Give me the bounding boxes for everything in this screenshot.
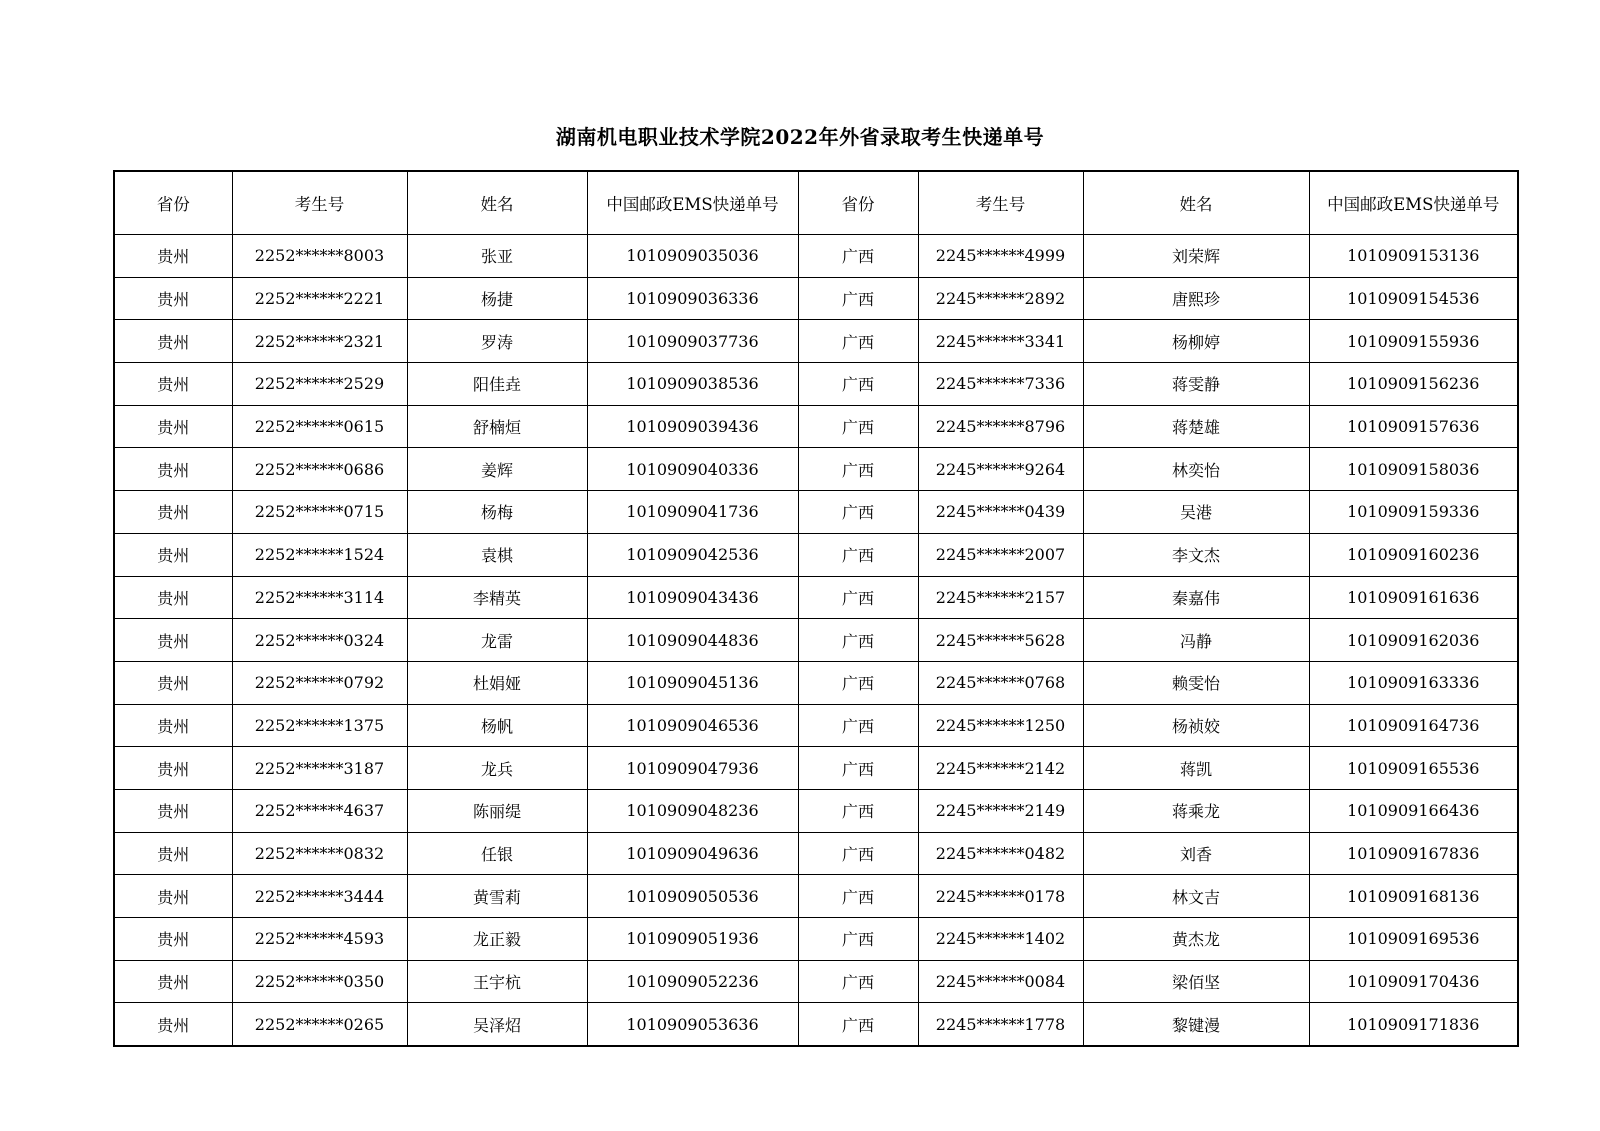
table-row	[114, 320, 1518, 363]
exam-id-left-cell: 2252******0792	[232, 661, 407, 704]
name-right-cell: 梁佰坚	[1083, 960, 1309, 1003]
name-right-cell: 杨祯姣	[1083, 704, 1309, 747]
name-right-cell: 冯静	[1083, 619, 1309, 662]
header-row	[114, 171, 1518, 235]
ems-number-left-cell: 1010909048236	[587, 789, 798, 832]
ems-number-left-cell: 1010909041736	[587, 491, 798, 534]
exam-id-right-cell: 2245******4999	[918, 235, 1083, 278]
name-right-cell: 吴港	[1083, 491, 1309, 534]
exam-id-right-cell: 2245******1778	[918, 1003, 1083, 1046]
name-left-cell: 杨捷	[407, 277, 587, 320]
province-left-cell: 贵州	[114, 747, 232, 790]
ems-number-right-cell: 1010909153136	[1309, 235, 1518, 278]
table-row	[114, 789, 1518, 832]
province-left-cell: 贵州	[114, 576, 232, 619]
header-name-right: 姓名	[1083, 171, 1309, 235]
ems-number-left-cell: 1010909038536	[587, 363, 798, 406]
ems-number-left-cell: 1010909053636	[587, 1003, 798, 1046]
exam-id-right-cell: 2245******8796	[918, 405, 1083, 448]
exam-id-left-cell: 2252******3444	[232, 875, 407, 918]
province-left-cell: 贵州	[114, 405, 232, 448]
ems-number-left-cell: 1010909045136	[587, 661, 798, 704]
ems-number-left-cell: 1010909035036	[587, 235, 798, 278]
exam-id-right-cell: 2245******2142	[918, 747, 1083, 790]
exam-id-left-cell: 2252******1375	[232, 704, 407, 747]
name-right-cell: 林奕怡	[1083, 448, 1309, 491]
ems-number-left-cell: 1010909039436	[587, 405, 798, 448]
table-row	[114, 363, 1518, 406]
exam-id-left-cell: 2252******0615	[232, 405, 407, 448]
province-left-cell: 贵州	[114, 363, 232, 406]
name-right-cell: 唐熙珍	[1083, 277, 1309, 320]
table-row	[114, 533, 1518, 576]
province-left-cell: 贵州	[114, 533, 232, 576]
ems-number-right-cell: 1010909164736	[1309, 704, 1518, 747]
name-left-cell: 杨梅	[407, 491, 587, 534]
exam-id-left-cell: 2252******0832	[232, 832, 407, 875]
exam-id-right-cell: 2245******9264	[918, 448, 1083, 491]
name-left-cell: 陈丽缇	[407, 789, 587, 832]
ems-number-right-cell: 1010909171836	[1309, 1003, 1518, 1046]
exam-id-right-cell: 2245******0084	[918, 960, 1083, 1003]
ems-number-left-cell: 1010909049636	[587, 832, 798, 875]
ems-number-right-cell: 1010909161636	[1309, 576, 1518, 619]
ems-number-right-cell: 1010909155936	[1309, 320, 1518, 363]
province-right-cell: 广西	[798, 619, 918, 662]
name-left-cell: 姜辉	[407, 448, 587, 491]
exam-id-right-cell: 2245******7336	[918, 363, 1083, 406]
province-right-cell: 广西	[798, 576, 918, 619]
name-right-cell: 李文杰	[1083, 533, 1309, 576]
name-right-cell: 黄杰龙	[1083, 918, 1309, 961]
province-left-cell: 贵州	[114, 960, 232, 1003]
province-right-cell: 广西	[798, 661, 918, 704]
exam-id-left-cell: 2252******2321	[232, 320, 407, 363]
province-left-cell: 贵州	[114, 448, 232, 491]
province-right-cell: 广西	[798, 448, 918, 491]
exam-id-right-cell: 2245******2892	[918, 277, 1083, 320]
name-left-cell: 黄雪莉	[407, 875, 587, 918]
exam-id-right-cell: 2245******0178	[918, 875, 1083, 918]
name-right-cell: 杨柳婷	[1083, 320, 1309, 363]
ems-number-left-cell: 1010909051936	[587, 918, 798, 961]
table-row	[114, 661, 1518, 704]
name-left-cell: 袁棋	[407, 533, 587, 576]
name-left-cell: 龙雷	[407, 619, 587, 662]
ems-number-left-cell: 1010909044836	[587, 619, 798, 662]
ems-number-right-cell: 1010909156236	[1309, 363, 1518, 406]
ems-number-left-cell: 1010909046536	[587, 704, 798, 747]
exam-id-left-cell: 2252******2529	[232, 363, 407, 406]
exam-id-right-cell: 2245******1250	[918, 704, 1083, 747]
table-row	[114, 235, 1518, 278]
province-left-cell: 贵州	[114, 875, 232, 918]
header-exam-id-left: 考生号	[232, 171, 407, 235]
table-row	[114, 576, 1518, 619]
province-left-cell: 贵州	[114, 1003, 232, 1046]
province-left-cell: 贵州	[114, 661, 232, 704]
table-row	[114, 405, 1518, 448]
name-left-cell: 罗涛	[407, 320, 587, 363]
header-province-left: 省份	[114, 171, 232, 235]
exam-id-left-cell: 2252******0350	[232, 960, 407, 1003]
exam-id-left-cell: 2252******0686	[232, 448, 407, 491]
name-left-cell: 王宇杭	[407, 960, 587, 1003]
header-ems-number-right: 中国邮政EMS快递单号	[1309, 171, 1518, 235]
name-left-cell: 李精英	[407, 576, 587, 619]
table-row	[114, 875, 1518, 918]
name-right-cell: 蒋凯	[1083, 747, 1309, 790]
table-row	[114, 448, 1518, 491]
name-left-cell: 杜娟娅	[407, 661, 587, 704]
name-left-cell: 龙兵	[407, 747, 587, 790]
express-tracking-table	[113, 170, 1519, 1047]
exam-id-right-cell: 2245******5628	[918, 619, 1083, 662]
name-left-cell: 龙正毅	[407, 918, 587, 961]
province-right-cell: 广西	[798, 704, 918, 747]
document-title: 湖南机电职业技术学院2022年外省录取考生快递单号	[555, 125, 1045, 149]
name-right-cell: 蒋楚雄	[1083, 405, 1309, 448]
province-right-cell: 广西	[798, 405, 918, 448]
table-row	[114, 960, 1518, 1003]
table-row	[114, 918, 1518, 961]
name-left-cell: 吴泽炤	[407, 1003, 587, 1046]
province-right-cell: 广西	[798, 875, 918, 918]
province-right-cell: 广西	[798, 789, 918, 832]
exam-id-right-cell: 2245******0439	[918, 491, 1083, 534]
ems-number-right-cell: 1010909166436	[1309, 789, 1518, 832]
ems-number-right-cell: 1010909168136	[1309, 875, 1518, 918]
ems-number-right-cell: 1010909159336	[1309, 491, 1518, 534]
ems-number-right-cell: 1010909165536	[1309, 747, 1518, 790]
exam-id-right-cell: 2245******3341	[918, 320, 1083, 363]
province-left-cell: 贵州	[114, 235, 232, 278]
ems-number-right-cell: 1010909169536	[1309, 918, 1518, 961]
province-right-cell: 广西	[798, 491, 918, 534]
name-right-cell: 刘香	[1083, 832, 1309, 875]
table-row	[114, 277, 1518, 320]
header-province-right: 省份	[798, 171, 918, 235]
name-left-cell: 杨帆	[407, 704, 587, 747]
ems-number-right-cell: 1010909158036	[1309, 448, 1518, 491]
ems-number-right-cell: 1010909162036	[1309, 619, 1518, 662]
province-left-cell: 贵州	[114, 918, 232, 961]
exam-id-right-cell: 2245******2007	[918, 533, 1083, 576]
province-left-cell: 贵州	[114, 704, 232, 747]
exam-id-left-cell: 2252******0715	[232, 491, 407, 534]
exam-id-right-cell: 2245******2157	[918, 576, 1083, 619]
ems-number-left-cell: 1010909040336	[587, 448, 798, 491]
name-right-cell: 秦嘉伟	[1083, 576, 1309, 619]
exam-id-left-cell: 2252******1524	[232, 533, 407, 576]
province-right-cell: 广西	[798, 747, 918, 790]
header-name-left: 姓名	[407, 171, 587, 235]
exam-id-left-cell: 2252******8003	[232, 235, 407, 278]
header-exam-id-right: 考生号	[918, 171, 1083, 235]
ems-number-right-cell: 1010909160236	[1309, 533, 1518, 576]
exam-id-left-cell: 2252******3114	[232, 576, 407, 619]
province-left-cell: 贵州	[114, 320, 232, 363]
province-right-cell: 广西	[798, 363, 918, 406]
exam-id-right-cell: 2245******0482	[918, 832, 1083, 875]
name-right-cell: 赖雯怡	[1083, 661, 1309, 704]
ems-number-left-cell: 1010909050536	[587, 875, 798, 918]
province-right-cell: 广西	[798, 1003, 918, 1046]
ems-number-right-cell: 1010909163336	[1309, 661, 1518, 704]
ems-number-left-cell: 1010909042536	[587, 533, 798, 576]
province-right-cell: 广西	[798, 320, 918, 363]
ems-number-right-cell: 1010909170436	[1309, 960, 1518, 1003]
name-right-cell: 蒋乘龙	[1083, 789, 1309, 832]
exam-id-left-cell: 2252******2221	[232, 277, 407, 320]
table-row	[114, 704, 1518, 747]
ems-number-left-cell: 1010909036336	[587, 277, 798, 320]
province-right-cell: 广西	[798, 235, 918, 278]
exam-id-left-cell: 2252******3187	[232, 747, 407, 790]
name-left-cell: 舒楠烜	[407, 405, 587, 448]
table-body	[114, 235, 1518, 1047]
province-left-cell: 贵州	[114, 491, 232, 534]
name-left-cell: 张亚	[407, 235, 587, 278]
name-right-cell: 林文吉	[1083, 875, 1309, 918]
name-left-cell: 阳佳垚	[407, 363, 587, 406]
ems-number-right-cell: 1010909167836	[1309, 832, 1518, 875]
ems-number-left-cell: 1010909052236	[587, 960, 798, 1003]
table-row	[114, 747, 1518, 790]
ems-number-left-cell: 1010909037736	[587, 320, 798, 363]
table-row	[114, 832, 1518, 875]
table-row	[114, 619, 1518, 662]
name-right-cell: 黎键漫	[1083, 1003, 1309, 1046]
exam-id-left-cell: 2252******4593	[232, 918, 407, 961]
province-right-cell: 广西	[798, 918, 918, 961]
province-right-cell: 广西	[798, 960, 918, 1003]
table-row	[114, 491, 1518, 534]
province-right-cell: 广西	[798, 277, 918, 320]
ems-number-right-cell: 1010909154536	[1309, 277, 1518, 320]
ems-number-left-cell: 1010909043436	[587, 576, 798, 619]
province-left-cell: 贵州	[114, 277, 232, 320]
header-ems-number-left: 中国邮政EMS快递单号	[587, 171, 798, 235]
province-left-cell: 贵州	[114, 789, 232, 832]
province-right-cell: 广西	[798, 533, 918, 576]
exam-id-left-cell: 2252******0324	[232, 619, 407, 662]
exam-id-right-cell: 2245******1402	[918, 918, 1083, 961]
exam-id-right-cell: 2245******2149	[918, 789, 1083, 832]
ems-number-right-cell: 1010909157636	[1309, 405, 1518, 448]
province-left-cell: 贵州	[114, 619, 232, 662]
name-left-cell: 任银	[407, 832, 587, 875]
province-left-cell: 贵州	[114, 832, 232, 875]
ems-number-left-cell: 1010909047936	[587, 747, 798, 790]
exam-id-left-cell: 2252******4637	[232, 789, 407, 832]
table-row	[114, 1003, 1518, 1046]
name-right-cell: 蒋雯静	[1083, 363, 1309, 406]
exam-id-left-cell: 2252******0265	[232, 1003, 407, 1046]
name-right-cell: 刘荣辉	[1083, 235, 1309, 278]
exam-id-right-cell: 2245******0768	[918, 661, 1083, 704]
province-right-cell: 广西	[798, 832, 918, 875]
